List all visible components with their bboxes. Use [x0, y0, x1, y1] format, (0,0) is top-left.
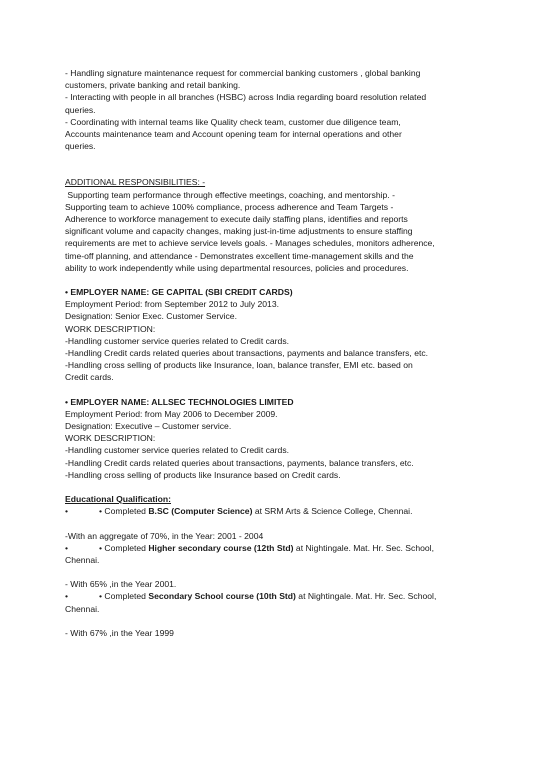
education-prefix: • Completed [99, 542, 149, 553]
education-section [65, 493, 485, 639]
employment-period: Employment Period: from September 2012 to July 2013. [65, 299, 280, 310]
course-name: Higher secondary course (12th Std) [148, 542, 294, 553]
work-description-heading: WORK DESCRIPTION: [65, 433, 156, 444]
text-line: Credit cards. [65, 372, 114, 383]
text-line: queries. [65, 104, 96, 115]
education-item [65, 590, 485, 602]
text-line: time-off planning, and attendance - Demonstrates excellent time-management skills and the [65, 250, 414, 261]
education-note: -With an aggregate of 70%, in the Year: 2001 - 2004 [65, 530, 264, 541]
text-line: -Handling cross selling of products like Insurance based on Credit cards. [65, 469, 341, 480]
employment-period: Employment Period: from May 2006 to December 2009. [65, 408, 278, 419]
text-line: -Handling Credit cards related queries about transactions, payments and balance transfers, etc. [65, 348, 429, 359]
education-prefix: • Completed [99, 591, 149, 602]
text-line: Supporting team performance through effective meetings, coaching, and mentorship. - [65, 189, 395, 200]
intro-section [65, 67, 485, 152]
text-line: -Handling cross selling of products like Insurance, loan, balance transfer, EMI etc. based on [65, 360, 413, 371]
education-item [65, 542, 485, 554]
text-line: - Handling signature maintenance request for commercial banking customers , global banking [65, 68, 421, 78]
text-line: customers, private banking and retail banking. [65, 80, 241, 91]
employer-name: • EMPLOYER NAME: GE CAPITAL (SBI CREDIT CARDS) [65, 287, 293, 298]
course-name: B.SC (Computer Science) [148, 506, 253, 517]
education-prefix: • Completed [99, 506, 149, 517]
education-note: - With 67% ,in the Year 1999 [65, 627, 174, 638]
work-description-heading: WORK DESCRIPTION: [65, 323, 156, 334]
text-line: - Interacting with people in all branches (HSBC) across India regarding board resolution related [65, 92, 427, 103]
employer-section [65, 286, 485, 384]
additional-responsibilities-section [65, 176, 485, 274]
text-line: -Handling customer service queries related to Credit cards. [65, 445, 290, 456]
education-suffix: at SRM Arts & Science College, Chennai. [252, 506, 413, 517]
text-line: queries. [65, 141, 96, 152]
education-suffix: at Nightingale. Mat. Hr. Sec. School, [295, 591, 437, 602]
designation: Designation: Executive – Customer service. [65, 421, 232, 432]
course-name: Secondary School course (10th Std) [148, 591, 296, 602]
education-note: - With 65% ,in the Year 2001. [65, 579, 177, 590]
bullet-icon: • [65, 591, 69, 602]
text-line: Adherence to workforce management to execute daily staffing plans, identifies and reports [65, 214, 408, 225]
text-line: -Handling customer service queries related to Credit cards. [65, 335, 290, 346]
text-line: requirements are met to achieve service levels goals. - Manages schedules, monitors adherence, [65, 238, 435, 249]
education-item [65, 505, 485, 517]
resume-page [65, 67, 485, 639]
text-line: ability to work independently while using departmental resources, policies and procedures. [65, 262, 409, 273]
text-line: significant volume and capacity changes, making just-in-time adjustments to ensure staffing [65, 226, 413, 237]
text-line: -Handling Credit cards related queries about transactions, payments, balance transfers, etc. [65, 457, 414, 468]
designation: Designation: Senior Exec. Customer Service. [65, 311, 237, 322]
section-heading: Educational Qualification: [65, 494, 171, 505]
text-line: Accounts maintenance team and Account opening team for internal operations and other [65, 129, 402, 140]
section-heading: ADDITIONAL RESPONSIBILITIES: - [65, 177, 206, 188]
education-continuation: Chennai. [65, 603, 100, 614]
text-line: Supporting team to achieve 100% compliance, process adherence and Team Targets - [65, 201, 394, 212]
bullet-icon: • [65, 506, 69, 517]
employer-section [65, 396, 485, 481]
employer-name: • EMPLOYER NAME: ALLSEC TECHNOLOGIES LIMITED [65, 396, 294, 407]
text-line: - Coordinating with internal teams like Quality check team, customer due diligence team, [65, 116, 401, 127]
education-suffix: at Nightingale. Mat. Hr. Sec. School, [293, 542, 434, 553]
bullet-icon: • [65, 542, 69, 553]
education-continuation: Chennai. [65, 554, 100, 565]
